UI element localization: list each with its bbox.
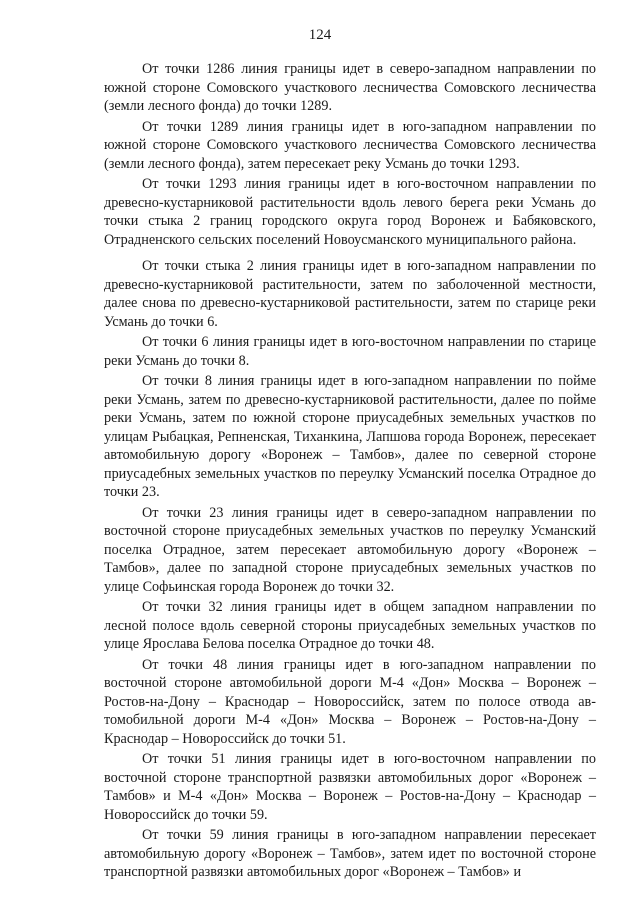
paragraph: От точки 1293 линия границы идет в юго-восточном направлении по древесно-кустарниковой растительности вдоль левого берега реки Усмань до точки стыка 2 границ городского округа город Воронеж и Бабяковского, Отрадненского сельских поселений Новоусманского муниципального района. — [104, 176, 596, 248]
paragraph: От точки 59 линия границы в юго-западном направлении пересекает автомобильную дорогу «Воронеж – Тамбов», затем идет по восточной стороне транспортной развязки автомобильных дорог «Воронеж – Тамбов» и — [104, 827, 596, 880]
paragraph: От точки 32 линия границы идет в общем западном направлении по лесной полосе вдоль северной стороны приусадебных земельных участков по улице Ярослава Белова поселка Отрадное до точки 48. — [104, 599, 596, 652]
page-number: 124 — [308, 27, 332, 43]
paragraph: От точки 23 линия границы идет в северо-западном направлении по восточной стороне приусадебных земельных участков по переулку Усманский поселка Отрадное, затем пересекает автомобильную дорогу «Воронеж – Тамбов», далее по западной стороне приусадебных земельных участков по улице Софьинская города Воронеж до точки 32. — [104, 504, 596, 595]
paragraph: От точки 51 линия границы идет в юго-восточном направлении по восточной стороне транспортной развязки автомобильных дорог «Воронеж – Тамбов» и М-4 «Дон» Москва – Воронеж – Ростов-на-Дону – Краснодар – Новороссийск до точки 59. — [104, 751, 596, 823]
paragraph: От точки 48 линия границы идет в юго-западном направлении по восточной стороне автомобильной дороги М-4 «Дон» Москва – Воронеж – Ростов-на-Дону – Краснодар – Новороссийск, затем по полосе отвода автомобильной дороги М-4 «Дон» Москва – Воронеж – Ростов-на-Дону – Краснодар – Новороссийск до точки 51. — [104, 656, 596, 747]
document-body — [104, 60, 596, 882]
paragraph: От точки 8 линия границы идет в юго-западном направлении по пойме реки Усмань, затем по древесно-кустарниковой растительности, далее по пойме реки Усмань, затем по южной стороне приусадебных земельных участков по улицам Рыбацкая, Репненская, Тиханкина, Лапшова города Воронеж, пересекает автомобильную дорогу «Воронеж – Тамбов», далее по северной стороне приусадебных земельных участков по переулку Усманский поселка Отрадное до точки 23. — [104, 373, 596, 500]
paragraph: От точки 1289 линия границы идет в юго-западном направлении по южной стороне Сомовского участкового лесничества Сомовского лесничества (земли лесного фонда), затем пересекает реку Усмань до точки 1293. — [104, 118, 596, 172]
paragraph: От точки 1286 линия границы идет в северо-западном направлении по южной стороне Сомовского участкового лесничества Сомовского лесничества (земли лесного фонда) до точки 1289. — [104, 61, 596, 114]
paragraph: От точки 6 линия границы идет в юго-восточном направлении по старице реки Усмань до точки 8. — [104, 334, 596, 369]
paragraph: От точки стыка 2 линия границы идет в юго-западном направлении по древесно-кустарниковой растительности, затем по заболоченной местности, далее снова по древесно-кустарниковой растительности, затем по старице реки Усмань до точки 6. — [104, 258, 596, 330]
